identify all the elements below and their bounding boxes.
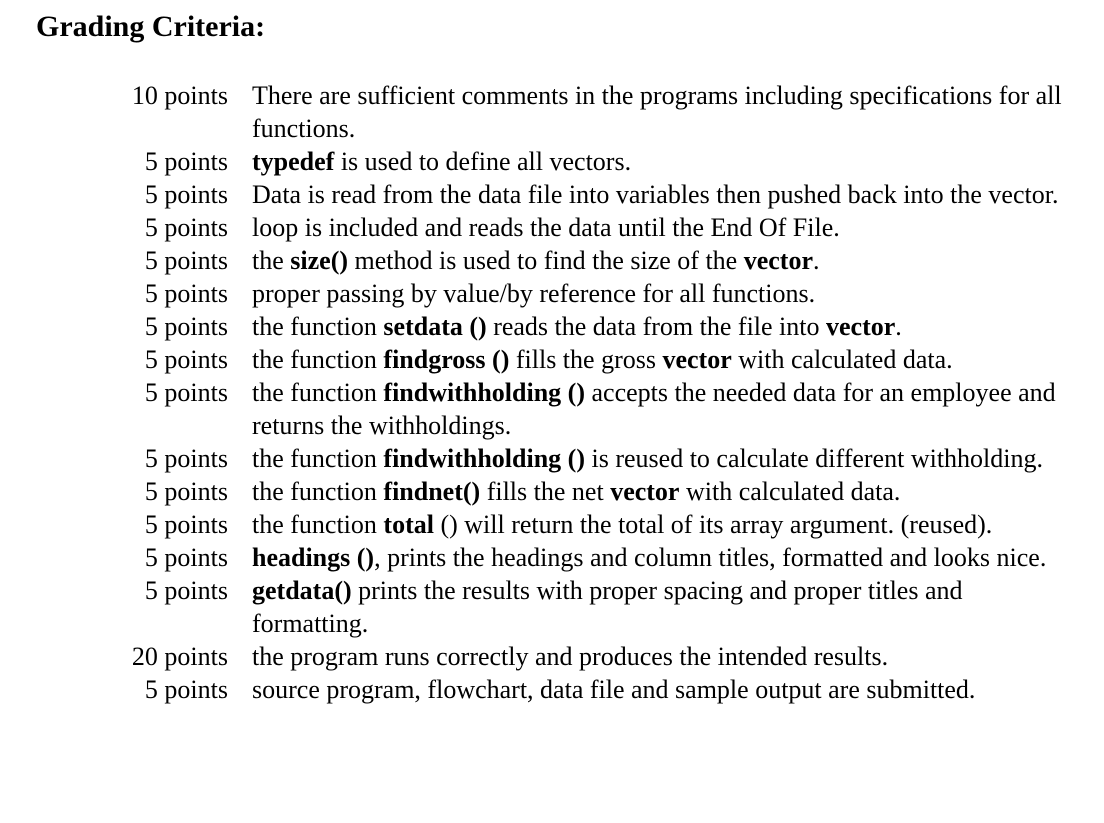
criterion-row — [0, 178, 1104, 211]
criterion-text: is used to define all vectors. — [334, 147, 632, 176]
criterion-description — [252, 640, 1062, 673]
criterion-keyword: headings () — [252, 543, 375, 572]
criterion-row — [0, 376, 1104, 442]
criterion-row — [0, 310, 1104, 343]
criterion-text: the program runs correctly and produces the intended results. — [252, 642, 889, 671]
criterion-points: 5 points — [144, 510, 228, 539]
criterion-description — [252, 442, 1062, 475]
criterion-row — [0, 442, 1104, 475]
criterion-points: 5 points — [144, 477, 228, 506]
criterion-text: the — [252, 246, 291, 275]
criterion-keyword: vector — [826, 312, 896, 341]
criterion-description — [252, 475, 1062, 508]
criterion-text: fills the gross — [509, 345, 663, 374]
criterion-description — [252, 508, 1062, 541]
criterion-row — [0, 211, 1104, 244]
criterion-points: 5 points — [144, 180, 228, 209]
criterion-points: 5 points — [144, 345, 228, 374]
criterion-keyword: setdata () — [383, 312, 487, 341]
criterion-row — [0, 145, 1104, 178]
criterion-text: the function — [252, 378, 384, 407]
criterion-keyword: typedef — [252, 147, 335, 176]
criterion-points: 5 points — [144, 543, 228, 572]
criterion-text: reads the data from the file into — [486, 312, 827, 341]
criterion-text: accepts the needed data for an employee and returns the withholdings. — [252, 378, 1056, 440]
criterion-text: Data is read from the data file into variables then pushed back into the vector. — [252, 180, 1059, 209]
criterion-keyword: findwithholding () — [383, 378, 585, 407]
criterion-description — [252, 343, 1062, 376]
criterion-row — [0, 244, 1104, 277]
criterion-points: 10 points — [131, 81, 228, 110]
criterion-points: 5 points — [144, 675, 228, 704]
criterion-description — [252, 145, 1062, 178]
criterion-keyword: findwithholding () — [383, 444, 585, 473]
criterion-description — [252, 673, 1062, 706]
criterion-row — [0, 79, 1104, 145]
criterion-keyword: vector — [743, 246, 813, 275]
criterion-points: 5 points — [144, 246, 228, 275]
criterion-row — [0, 574, 1104, 640]
criterion-points: 5 points — [144, 213, 228, 242]
criterion-keyword: findnet() — [383, 477, 481, 506]
criterion-row — [0, 508, 1104, 541]
criterion-text: the function — [252, 345, 384, 374]
criterion-text: is reused to calculate different withholding. — [585, 444, 1043, 473]
criterion-text: () will return the total of its array argument. (reused). — [433, 510, 993, 539]
criterion-description — [252, 178, 1062, 211]
criterion-row — [0, 475, 1104, 508]
criterion-row — [0, 640, 1104, 673]
grading-criteria-list — [0, 79, 1104, 706]
criterion-points: 5 points — [144, 279, 228, 308]
criterion-text: prints the results with proper spacing and proper titles and formatting. — [252, 576, 963, 638]
criterion-keyword: getdata() — [252, 576, 352, 605]
criterion-description — [252, 574, 1062, 640]
criterion-points: 5 points — [144, 444, 228, 473]
criterion-text: There are sufficient comments in the programs including specifications for all functions. — [252, 81, 1062, 143]
criterion-row — [0, 673, 1104, 706]
criterion-text: with calculated data. — [731, 345, 953, 374]
criterion-description — [252, 541, 1062, 574]
criterion-text: method is used to find the size of the — [348, 246, 744, 275]
criterion-points: 20 points — [131, 642, 228, 671]
criterion-text: the function — [252, 477, 384, 506]
criterion-points: 5 points — [144, 378, 228, 407]
criterion-text: the function — [252, 444, 384, 473]
criterion-row — [0, 343, 1104, 376]
criterion-text: . — [895, 312, 902, 341]
criterion-keyword: findgross () — [383, 345, 510, 374]
criterion-keyword: total — [383, 510, 434, 539]
criterion-keyword: vector — [662, 345, 732, 374]
criterion-text: , prints the headings and column titles, formatted and looks nice. — [374, 543, 1047, 572]
criterion-points: 5 points — [144, 576, 228, 605]
criterion-description — [252, 79, 1062, 145]
criterion-points: 5 points — [144, 147, 228, 176]
criterion-row — [0, 277, 1104, 310]
criterion-text: fills the net — [480, 477, 611, 506]
criterion-text: source program, flowchart, data file and sample output are submitted. — [252, 675, 976, 704]
page-title: Grading Criteria: — [36, 10, 266, 43]
criterion-description — [252, 244, 1062, 277]
criterion-text: the function — [252, 312, 384, 341]
criterion-keyword: size() — [290, 246, 349, 275]
criterion-text: proper passing by value/by reference for all functions. — [252, 279, 816, 308]
criterion-keyword: vector — [610, 477, 680, 506]
criterion-row — [0, 541, 1104, 574]
criterion-description — [252, 277, 1062, 310]
criterion-text: . — [813, 246, 820, 275]
criterion-text: the function — [252, 510, 384, 539]
criterion-description — [252, 211, 1062, 244]
criterion-description — [252, 310, 1062, 343]
criterion-description — [252, 376, 1062, 442]
criterion-points: 5 points — [144, 312, 228, 341]
criterion-text: loop is included and reads the data until the End Of File. — [252, 213, 840, 242]
criterion-text: with calculated data. — [679, 477, 901, 506]
